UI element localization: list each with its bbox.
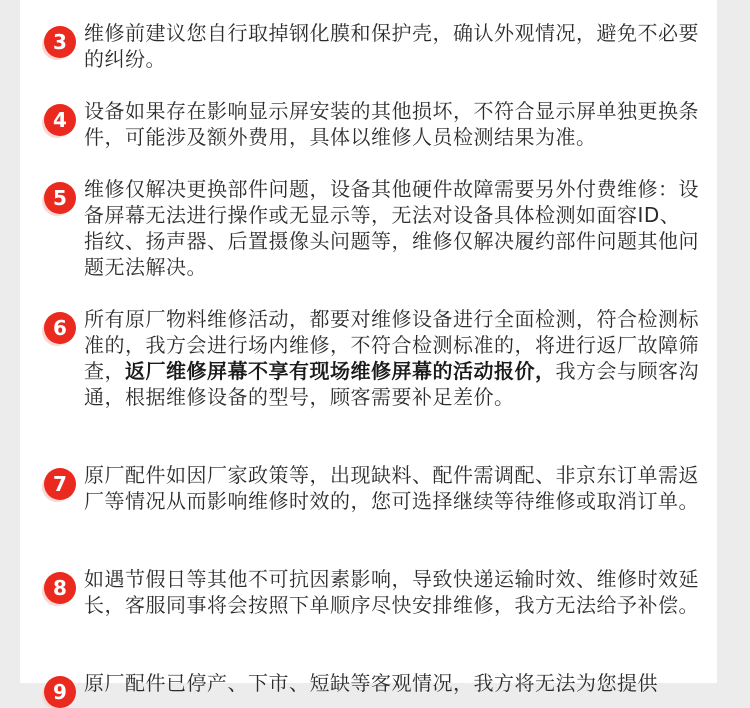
notice-text: 如遇节假日等其他不可抗因素影响，导致快递运输时效、维修时效延长，客服同事将会按照下单顺序尽快安排维修，我方无法给予补偿。 — [84, 567, 699, 617]
notice-text: 原厂配件已停产、下市、短缺等客观情况，我方将无法为您提供 — [84, 671, 658, 695]
number-badge: 7 — [44, 468, 76, 500]
repair-notice-card — [34, 0, 715, 704]
number-badge: 6 — [44, 312, 76, 344]
number-badge: 5 — [44, 182, 76, 214]
notice-text — [84, 306, 699, 410]
number-badge: 4 — [44, 104, 76, 136]
number-badge: 8 — [44, 572, 76, 604]
notice-text: 设备如果存在影响显示屏安装的其他损坏，不符合显示屏单独更换条件，可能涉及额外费用，具体以维修人员检测结果为准。 — [84, 99, 699, 149]
notice-text-part: 所有原厂物料维修活动，都要对维修设备进行全面检测，符合检测标准的，我方会进行场内维修，不符合检测标准的，将进行返厂故障筛查， — [84, 307, 699, 383]
number-badge: 3 — [44, 26, 76, 58]
number-badge: 9 — [44, 676, 76, 708]
notice-emphasis: 返厂维修屏幕不享有现场维修屏幕的活动报价， — [125, 359, 556, 383]
notice-text-part: 我方会与顾客沟通，根据维修设备的型号，顾客需要补足差价。 — [84, 359, 699, 409]
notice-text: 维修仅解决更换部件问题，设备其他硬件故障需要另外付费维修：设备屏幕无法进行操作或无显示等，无法对设备具体检测如面容ID、指纹、扬声器、后置摄像头问题等，维修仅解决履约部件问题其他问题无法解决。 — [84, 177, 699, 279]
notice-text: 维修前建议您自行取掉钢化膜和保护壳，确认外观情况，避免不必要的纠纷。 — [84, 21, 699, 71]
notice-text: 原厂配件如因厂家政策等，出现缺料、配件需调配、非京东订单需返厂等情况从而影响维修时效的，您可选择继续等待维修或取消订单。 — [84, 463, 699, 513]
